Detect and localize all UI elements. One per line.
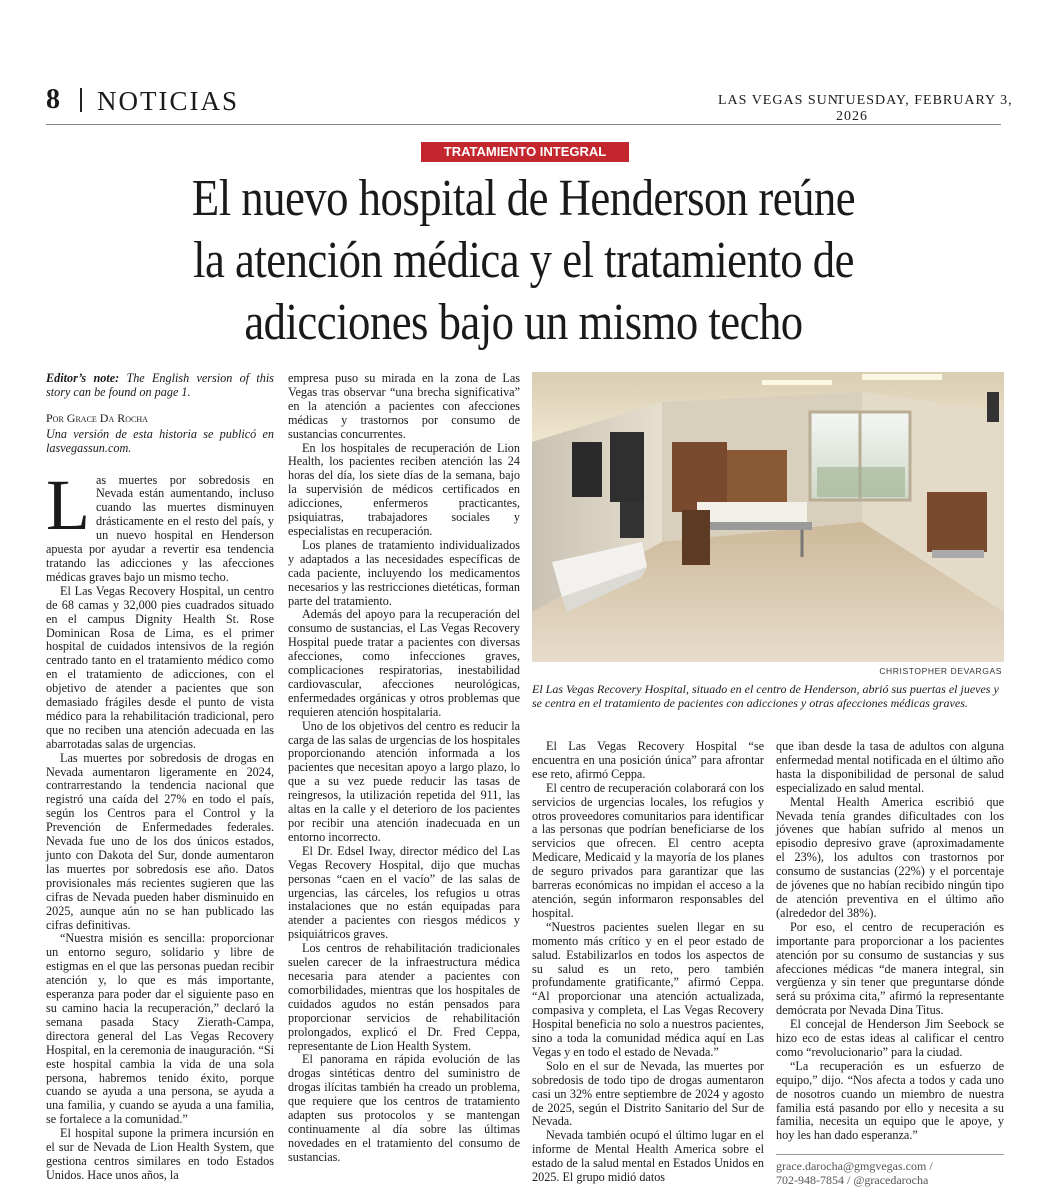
- paragraph: Los planes de tratamiento individualizados y adaptados a las necesidades específicas de cada paciente, incluyendo los medicamentos necesarios y las restricciones dietéticas, forman parte del tratamiento.: [288, 537, 520, 608]
- paragraph: El centro de recuperación colaborará con los servicios de urgencias locales, los refugios y otros proveedores comunitarios para identificar a las personas que podrían beneficiarse de los servicios que ofrecen. El centro acepta Medicare, Medicaid y la mayoría de los planes de seguro privados para garantizar que las barreras económicas no impidan el acceso a la atención, según informaron responsables del hospital.: [532, 780, 764, 920]
- article-column-2: [288, 372, 520, 1165]
- paragraph: El Las Vegas Recovery Hospital “se encuentra en una posición única” para afrontar ese reto, afirmó Ceppa.: [532, 739, 764, 781]
- paragraph: El Dr. Edsel Iway, director médico del Las Vegas Recovery Hospital, dijo que muchas personas “caen en el vacío” de las salas de urgencias, las cárceles, los refugios u otras instalaciones que no están equipadas para atender a pacientes con riesgos médicos y psiquiátricos graves.: [288, 843, 520, 942]
- article-column-4: [776, 740, 1004, 1143]
- author-contact: [776, 1159, 1004, 1187]
- header-divider: [80, 88, 82, 112]
- paragraph: que iban desde la tasa de adultos con alguna enfermedad mental notificada en el último año hasta la disponibilidad de personal de salud especializado en salud mental.: [776, 739, 1004, 795]
- paragraph: “La recuperación es un esfuerzo de equipo,” dijo. “Nos afecta a todos y cada uno de nosotros cuando un miembro de nuestra familia está pasando por ello y necesita a su familia, necesita un equipo que le apoye, y hoy les han dado esperanza.”: [776, 1058, 1004, 1143]
- headline-line: El nuevo hospital de Henderson reúne: [191, 170, 856, 227]
- paragraph: El panorama en rápida evolución de las drogas sintéticas dentro del suministro de drogas ilícitas también ha creado un problema, que requiere que los centros de tratamiento adapten sus protocolos y se mantengan continuamente al día sobre las últimas novedades en el tratamiento del consumo de sustancias.: [288, 1052, 520, 1164]
- hospital-room-photo: [532, 372, 1004, 662]
- paragraph: “Nuestra misión es sencilla: proporcionar un entorno seguro, solidario y libre de estigmas en el que las personas puedan recibir atención y, lo que es más importante, esperanza para poder dar el siguiente paso en su camino hacia la recuperación,” declaró la semana pasada Stacy Zierath-Campa, directora general del Las Vegas Recovery Hospital, en la ceremonia de inauguración. “Si este hospital cambia la vida de una sola persona, habremos tenido éxito, porque cuando se ayuda a una persona, se ayuda a una familia, y cuando se ayuda a una familia, se fortalece a la comunidad.”: [46, 931, 274, 1127]
- editor-note-text: The English version of this story can be found on page 1.: [46, 371, 274, 399]
- article-column-3: [532, 740, 764, 1185]
- paragraph: “Nuestros pacientes suelen llegar en su momento más crítico y en el peor estado de salud. Estabilizarlos en todos los aspectos de su salud es un reto, pero también profundamente gratificante,” afirmó Ceppa. “Al proporcionar una atención actualizada, compasiva y completa, el Las Vegas Recovery Hospital beneficia no solo a nuestros pacientes, sino a toda la comunidad médica aquí en Las Vegas y en todo el estado de Nevada.”: [532, 919, 764, 1059]
- hospital-room-illustration: [532, 372, 1004, 662]
- editor-note: [46, 372, 274, 400]
- headline-line: la atención médica y el tratamiento de: [193, 232, 854, 289]
- header-rule: [46, 124, 1001, 125]
- article-column-1: [46, 372, 274, 1183]
- paragraph: En los hospitales de recuperación de Lion Health, los pacientes reciben atención las 24 horas del día, los siete días de la semana, bajo la supervisión de médicos certificados en adicciones, enfermeros practicantes, psiquiatras, trabajadores sociales y especialistas en recuperación.: [288, 440, 520, 538]
- paragraph: Los centros de rehabilitación tradicionales suelen carecer de la infraestructura médica necesaria para atender a pacientes con comorbilidades, mientras que los hospitales de cuidados agudos no están pensados para proporcionar servicios de rehabilitación prolongados, explicó el Dr. Fred Ceppa, representante de Lion Health System.: [288, 941, 520, 1053]
- paragraph: Las muertes por sobredosis de drogas en Nevada aumentaron ligeramente en 2024, contrarrestando la tendencia nacional que registró una caída del 27% en todo el país, según los Centros para el Control y la Prevención de Enfermedades federales. Nevada fue uno de los dos únicos estados, junto con Dakota del Sur, donde aumentaron las muertes por sobredosis ese año. Datos provisionales más recientes sugieren que las cifras de Nevada pueden haber disminuido en 2025, aunque aún no se han publicado las cifras definitivas.: [46, 750, 274, 932]
- paper-name: LAS VEGAS SUN: [718, 93, 839, 108]
- paragraph: Mental Health America escribió que Nevada tenía grandes dificultades con los jóvenes que habían sufrido al menos un episodio depresivo grave (aproximadamente el 23%), los adultos con trastornos por consumo de sustancias (22%) y el porcentaje de jóvenes que no habían recibido ningún tipo de atención preventiva en el último año (alrededor del 38%).: [776, 794, 1004, 920]
- editor-note-label: Editor’s note:: [46, 371, 120, 385]
- paragraph: Además del apoyo para la recuperación del consumo de sustancias, el Las Vegas Recovery Hospital puede tratar a pacientes con diversas afecciones, como infecciones graves, complicaciones respiratorias, inestabilidad cardiovascular, afecciones neurológicas, enfermedades orgánicas y otros problemas que requieren atención hospitalaria.: [288, 607, 520, 719]
- drop-cap: L: [46, 464, 90, 545]
- contact-rule: [776, 1154, 1004, 1155]
- paragraph: Por eso, el centro de recuperación es importante para proporcionar a los pacientes atención por su consumo de sustancias y sus afecciones médicas “de manera integral, sin vergüenza y sin tener que preguntarse dónde será su próxima cita,” afirmó la representante demócrata por Nevada Dina Titus.: [776, 919, 1004, 1018]
- photo-caption: El Las Vegas Recovery Hospital, situado en el centro de Henderson, abrió sus puertas el jueves y se centra en el tratamiento de pacientes con adicciones y otras afecciones médicas graves.: [532, 682, 999, 710]
- version-note: Una versión de esta historia se publicó en lasvegassun.com.: [46, 426, 274, 455]
- issue-date: TUESDAY, FEBRUARY 3, 2026: [836, 93, 1013, 124]
- author-phone-social: 702-948-7854 / @gracedarocha: [776, 1173, 929, 1187]
- headline: [99, 168, 948, 354]
- kicker-label: TRATAMIENTO INTEGRAL: [421, 142, 629, 162]
- paragraph: El Las Vegas Recovery Hospital, un centro de 68 camas y 32,000 pies cuadrados situado en el campus Dignity Health St. Rose Dominican Rosa de Lima, es el primer hospital de cuidados intensivos de la región centrado tanto en el tratamiento médico como en el tratamiento de adicciones, con el objetivo de atender a pacientes que son demasiado frágiles desde el punto de vista médico para la rehabilitación tradicional, pero que no reciben una atención adecuada en las abarrotadas salas de urgencias.: [46, 583, 274, 751]
- lead-paragraph: [46, 464, 274, 585]
- photo-credit: CHRISTOPHER DEVARGAS: [879, 666, 1002, 676]
- headline-line: adicciones bajo un mismo techo: [244, 294, 803, 351]
- paragraph: El concejal de Henderson Jim Seebock se hizo eco de estas ideas al calificar el centro como “revolucionario” para la ciudad.: [776, 1017, 1004, 1059]
- section-title: NOTICIAS: [97, 86, 239, 116]
- paragraph: empresa puso su mirada en la zona de Las Vegas tras observar “una brecha significativa” en la atención a pacientes con afecciones médicas y trastornos por consumo de sustancias concurrentes.: [288, 371, 520, 441]
- page-number: 8: [46, 84, 60, 115]
- author-email: grace.darocha@gmgvegas.com /: [776, 1159, 933, 1173]
- lead-text: as muertes por sobredosis en Nevada están aumentando, incluso cuando las muertes disminuyen drásticamente en el resto del país, y un nuevo hospital en Henderson apuesta por ayudar a revertir esa tendencia tratando las adicciones y las afecciones médicas graves bajo un mismo techo.: [46, 472, 274, 584]
- paragraph: Solo en el sur de Nevada, las muertes por sobredosis de todo tipo de drogas aumentaron casi un 32% entre septiembre de 2024 y agosto de 2025, según el Distrito Sanitario del Sur de Nevada.: [532, 1058, 764, 1129]
- paragraph: Uno de los objetivos del centro es reducir la carga de las salas de urgencias de los hospitales proporcionando atención informada a los pacientes que necesitan apoyo a largo plazo, lo que a su vez puede reducir las tasas de reingresos, la utilización repetida del 911, las altas en la calle y el deterioro de los pacientes por recibir una atención inadecuada en un entorno incorrecto.: [288, 718, 520, 844]
- paragraph: El hospital supone la primera incursión en el sur de Nevada de Lion Health System, que gestiona centros similares en todo Estados Unidos. Hace unos años, la: [46, 1126, 274, 1182]
- byline: Por Grace Da Rocha: [46, 410, 148, 425]
- paragraph: Nevada también ocupó el último lugar en el informe de Mental Health America sobre el estado de la salud mental en Estados Unidos en 2025. El grupo midió datos: [532, 1128, 764, 1185]
